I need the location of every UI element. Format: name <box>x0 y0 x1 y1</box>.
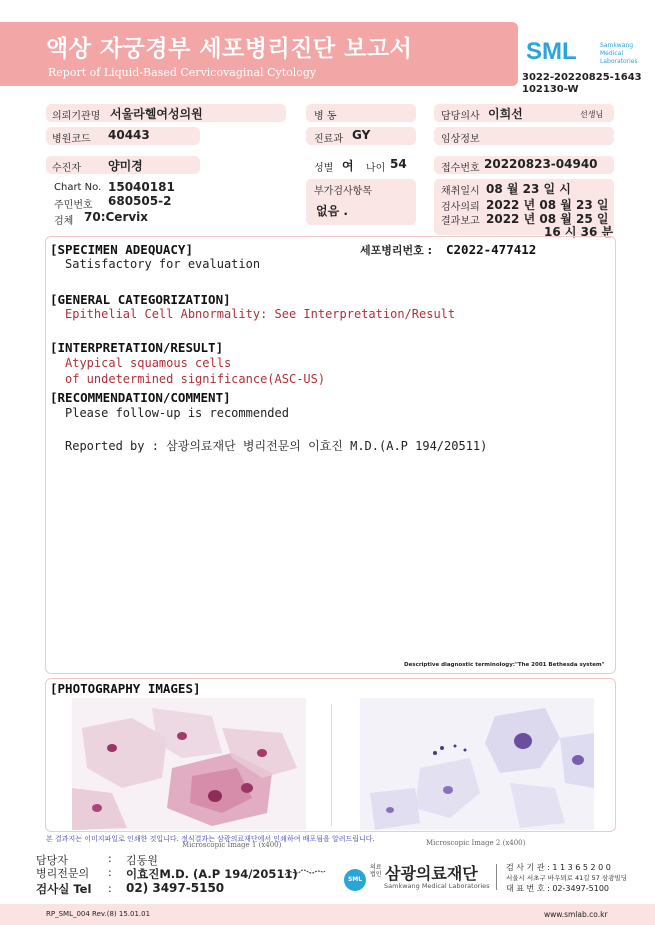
reported-label: 결과보고 <box>441 216 480 227</box>
print-notice: 본 결과지는 이미지파일로 인쇄한 것입니다. 정식결과는 삼광의료재단에서 인쇄하여 배포됨을 알려드립니다. <box>46 835 375 843</box>
receipt-value: 20220823-04940 <box>484 157 598 171</box>
sex-value: 여 <box>342 159 354 173</box>
rep-tel: 대 표 번 호 : 02-3497-5100 <box>506 884 609 893</box>
chart-label: Chart No. <box>54 182 102 193</box>
sex-label: 성별 <box>314 163 334 174</box>
pathologist-colon: : <box>108 866 112 879</box>
microscopic-image-1 <box>72 698 306 830</box>
hospital-code-label: 병원코드 <box>52 134 91 145</box>
report-title: 액상 자궁경부 세포병리진단 보고서 <box>46 36 413 62</box>
image-2-caption: Microscopic Image 2 (x400) <box>426 839 526 847</box>
sml-logo-sub-1: Samkwang <box>600 42 633 49</box>
lab-tel-colon: : <box>108 882 112 895</box>
pathologist-value: 이효진M.D. (A.P 194/20511) <box>126 867 298 881</box>
sml-logo-text: SML <box>526 38 577 65</box>
report-subtitle: Report of Liquid-Based Cervicovaginal Cytology <box>48 66 317 79</box>
patient-value: 양미경 <box>108 159 143 173</box>
requested-value: 2022 년 08 월 23 일 <box>486 198 609 212</box>
recommendation-heading: [RECOMMENDATION/COMMENT] <box>50 390 231 405</box>
cyto-no-label: 세포병리번호 : <box>360 244 432 257</box>
doc-id-1: 3022-20220825-1643 <box>522 72 642 83</box>
institution-label: 의뢰기관명 <box>52 111 101 122</box>
specimen-label: 검체 <box>54 216 74 227</box>
doctor-value: 이희선 <box>488 107 523 121</box>
lab-code: 검 사 기 관 : 1 1 3 6 5 2 0 0 <box>506 863 611 872</box>
additional-value: 없음 . <box>316 204 348 218</box>
image-divider <box>331 704 332 826</box>
doctor-label: 담당의사 <box>441 111 480 122</box>
reported-value: 2022 년 08 월 25 일 <box>486 212 609 226</box>
manager-value: 김동원 <box>126 854 158 867</box>
org-prefix: 의료법인 <box>370 864 382 878</box>
manager-label: 담당자 <box>36 854 68 867</box>
form-code: RP_SML_004 Rev.(8) 15.01.01 <box>46 910 151 918</box>
sml-logo <box>526 40 596 68</box>
receipt-label: 접수번호 <box>441 163 480 174</box>
microscopic-image-2 <box>360 698 594 830</box>
adequacy-heading: [SPECIMEN ADEQUACY] <box>50 242 193 257</box>
age-label: 나이 <box>366 163 386 174</box>
org-name: 삼광의료재단 <box>385 864 478 883</box>
resident-value: 680505-2 <box>108 194 172 208</box>
reported-by: Reported by : 삼광의료재단 병리전문의 이효진 M.D.(A.P 194/20511) <box>65 439 488 453</box>
age-value: 54 <box>390 157 407 171</box>
manager-colon: : <box>108 852 112 865</box>
website: www.smlab.co.kr <box>544 910 608 919</box>
interpretation-heading: [INTERPRETATION/RESULT] <box>50 340 224 355</box>
samkwang-logo-icon <box>344 869 366 891</box>
recommendation-body: Please follow-up is recommended <box>65 406 289 420</box>
sml-logo-sub-3: Laboratories <box>600 58 638 65</box>
specimen-value: 70:Cervix <box>84 210 149 224</box>
resident-label: 주민번호 <box>54 200 93 211</box>
dept-label: 진료과 <box>314 134 343 145</box>
requested-label: 검사의뢰 <box>441 202 480 213</box>
ward-label: 병 동 <box>314 111 337 122</box>
terminology-note: Descriptive diagnostic terminology:"The 2001 Bethesda system" <box>404 662 605 668</box>
collected-value: 08 월 23 일 시 <box>486 182 571 196</box>
clinical-label: 임상정보 <box>441 134 480 145</box>
adequacy-body: Satisfactory for evaluation <box>65 257 261 271</box>
chart-value: 15040181 <box>108 180 175 194</box>
reported-time: 16 시 36 분 <box>544 225 614 239</box>
lab-tel-label: 검사실 Tel <box>36 882 92 896</box>
patient-label: 수진자 <box>52 163 81 174</box>
interpretation-line-1: Atypical squamous cells <box>65 356 232 370</box>
general-heading: [GENERAL CATEGORIZATION] <box>50 292 231 307</box>
sml-logo-sub-2: Medical <box>600 50 623 57</box>
collected-label: 채취일시 <box>441 186 480 197</box>
doctor-suffix: 선생님 <box>580 110 604 119</box>
address: 서울시 서초구 바우뫼로 41길 57 삼광빌딩 <box>506 874 628 882</box>
dept-value: GY <box>352 128 371 142</box>
lab-tel-value: 02) 3497-5150 <box>126 881 225 895</box>
doc-id-2: 102130-W <box>522 84 579 95</box>
pathologist-signature <box>283 864 327 878</box>
pathologist-label: 병리전문의 <box>36 867 90 880</box>
hospital-code-value: 40443 <box>108 128 150 142</box>
org-en: Samkwang Medical Laboratories <box>384 882 490 890</box>
samkwang-logo-icon-text: SML <box>347 876 363 883</box>
photo-heading: [PHOTOGRAPHY IMAGES] <box>50 681 201 696</box>
additional-label: 부가검사항목 <box>314 186 372 197</box>
image-1-caption: Microscopic Image 1 (x400) <box>182 841 282 849</box>
institution-value: 서울라헬여성의원 <box>110 107 203 121</box>
general-body: Epithelial Cell Abnormality: See Interpretation/Result <box>65 307 456 321</box>
cyto-no-value: C2022-477412 <box>446 242 537 257</box>
interpretation-line-2: of undetermined significance(ASC-US) <box>65 372 326 386</box>
org-divider <box>496 864 497 890</box>
